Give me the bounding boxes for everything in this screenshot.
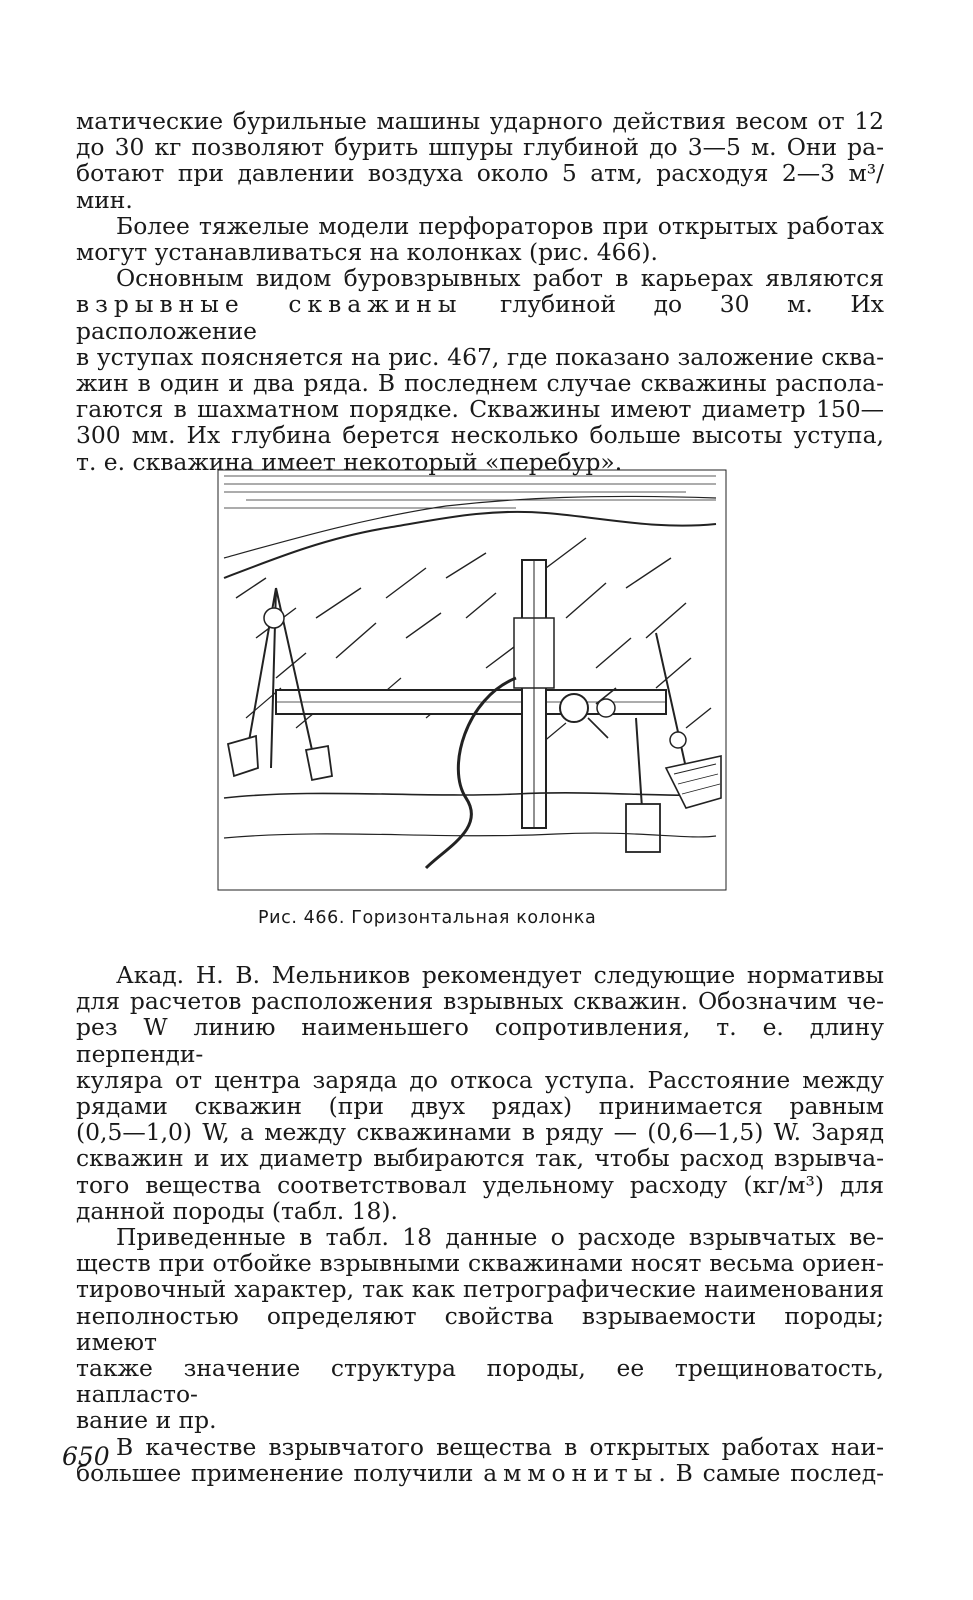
text-line: ботают при давлении воздуха около 5 атм, расходуя 2—3 м³/мин. (76, 159, 884, 214)
text-line: ществ при отбойке взрывными скважинами носят весьма ориен- (76, 1249, 884, 1278)
text-line: Основным видом буровзрывных работ в карьерах являются (116, 264, 884, 293)
text-line: Более тяжелые модели перфораторов при открытых работах (116, 211, 884, 240)
top-text-block (76, 108, 884, 475)
text-line: (0,5—1,0) W, а между скважинами в ряду — (0,6—1,5) W. Заряд (76, 1118, 884, 1147)
text-line: тировочный характер, так как петрографические наименования (76, 1275, 884, 1304)
text-line: того вещества соответствовал удельному расходу (кг/м³) для (76, 1170, 884, 1199)
emphasized-term: взрывные скважины (76, 290, 463, 319)
text-span: большее применение получили (76, 1458, 484, 1487)
text-line: данной породы (табл. 18). (76, 1196, 398, 1225)
text-line: Приведенные в табл. 18 данные о расходе взрывчатых ве- (116, 1223, 884, 1252)
text-line: в уступах поясняется на рис. 467, где показано заложение сква- (76, 342, 884, 371)
text-line: могут устанавливаться на колонках (рис. 466). (76, 238, 658, 267)
emphasized-term: аммониты (483, 1458, 659, 1487)
text-line: для расчетов расположения взрывных скважин. Обозначим че- (76, 987, 884, 1016)
text-line: Акад. Н. В. Мельников рекомендует следующие нормативы (116, 961, 884, 989)
text-line: В качестве взрывчатого вещества в открытых работах наи- (116, 1432, 884, 1461)
horizontal-column-drawing (216, 468, 728, 892)
text-line: матические бурильные машины ударного действия весом от 12 (76, 107, 884, 135)
text-line: гаются в шахматном порядке. Скважины имеют диаметр 150— (76, 395, 884, 424)
text-line: 300 мм. Их глубина берется несколько больше высоты уступа, (76, 421, 884, 450)
text-line: неполностью определяют свойства взрываемости породы; имеют (76, 1301, 884, 1356)
figure-466-illustration (216, 468, 728, 892)
text-line: рез W линию наименьшего сопротивления, т. е. длину перпенди- (76, 1013, 884, 1068)
text-line: куляра от центра заряда до откоса уступа. Расстояние между (76, 1065, 884, 1094)
text-line: т. е. скважина имеет некоторый «перебур». (76, 447, 623, 476)
text-span: . В самые послед- (658, 1458, 884, 1487)
text-line (76, 1460, 884, 1486)
page-number: 650 (62, 1442, 110, 1471)
text-line (76, 291, 884, 343)
text-line: жин в один и два ряда. В последнем случае скважины распола- (76, 369, 884, 398)
figure-caption: Рис. 466. Горизонтальная колонка (258, 908, 597, 928)
text-line: до 30 кг позволяют бурить шпуры глубиной до 3—5 м. Они ра- (76, 133, 884, 162)
text-span: глубиной до 30 м. Их расположение (76, 290, 884, 345)
text-line: также значение структура породы, ее трещиноватость, напласто- (76, 1354, 884, 1409)
text-line: скважин и их диаметр выбираются так, чтобы расход взрывча- (76, 1144, 884, 1173)
bottom-text-block (76, 962, 884, 1486)
text-line: рядами скважин (при двух рядах) принимается равным (76, 1092, 884, 1121)
text-line: вание и пр. (76, 1406, 217, 1435)
